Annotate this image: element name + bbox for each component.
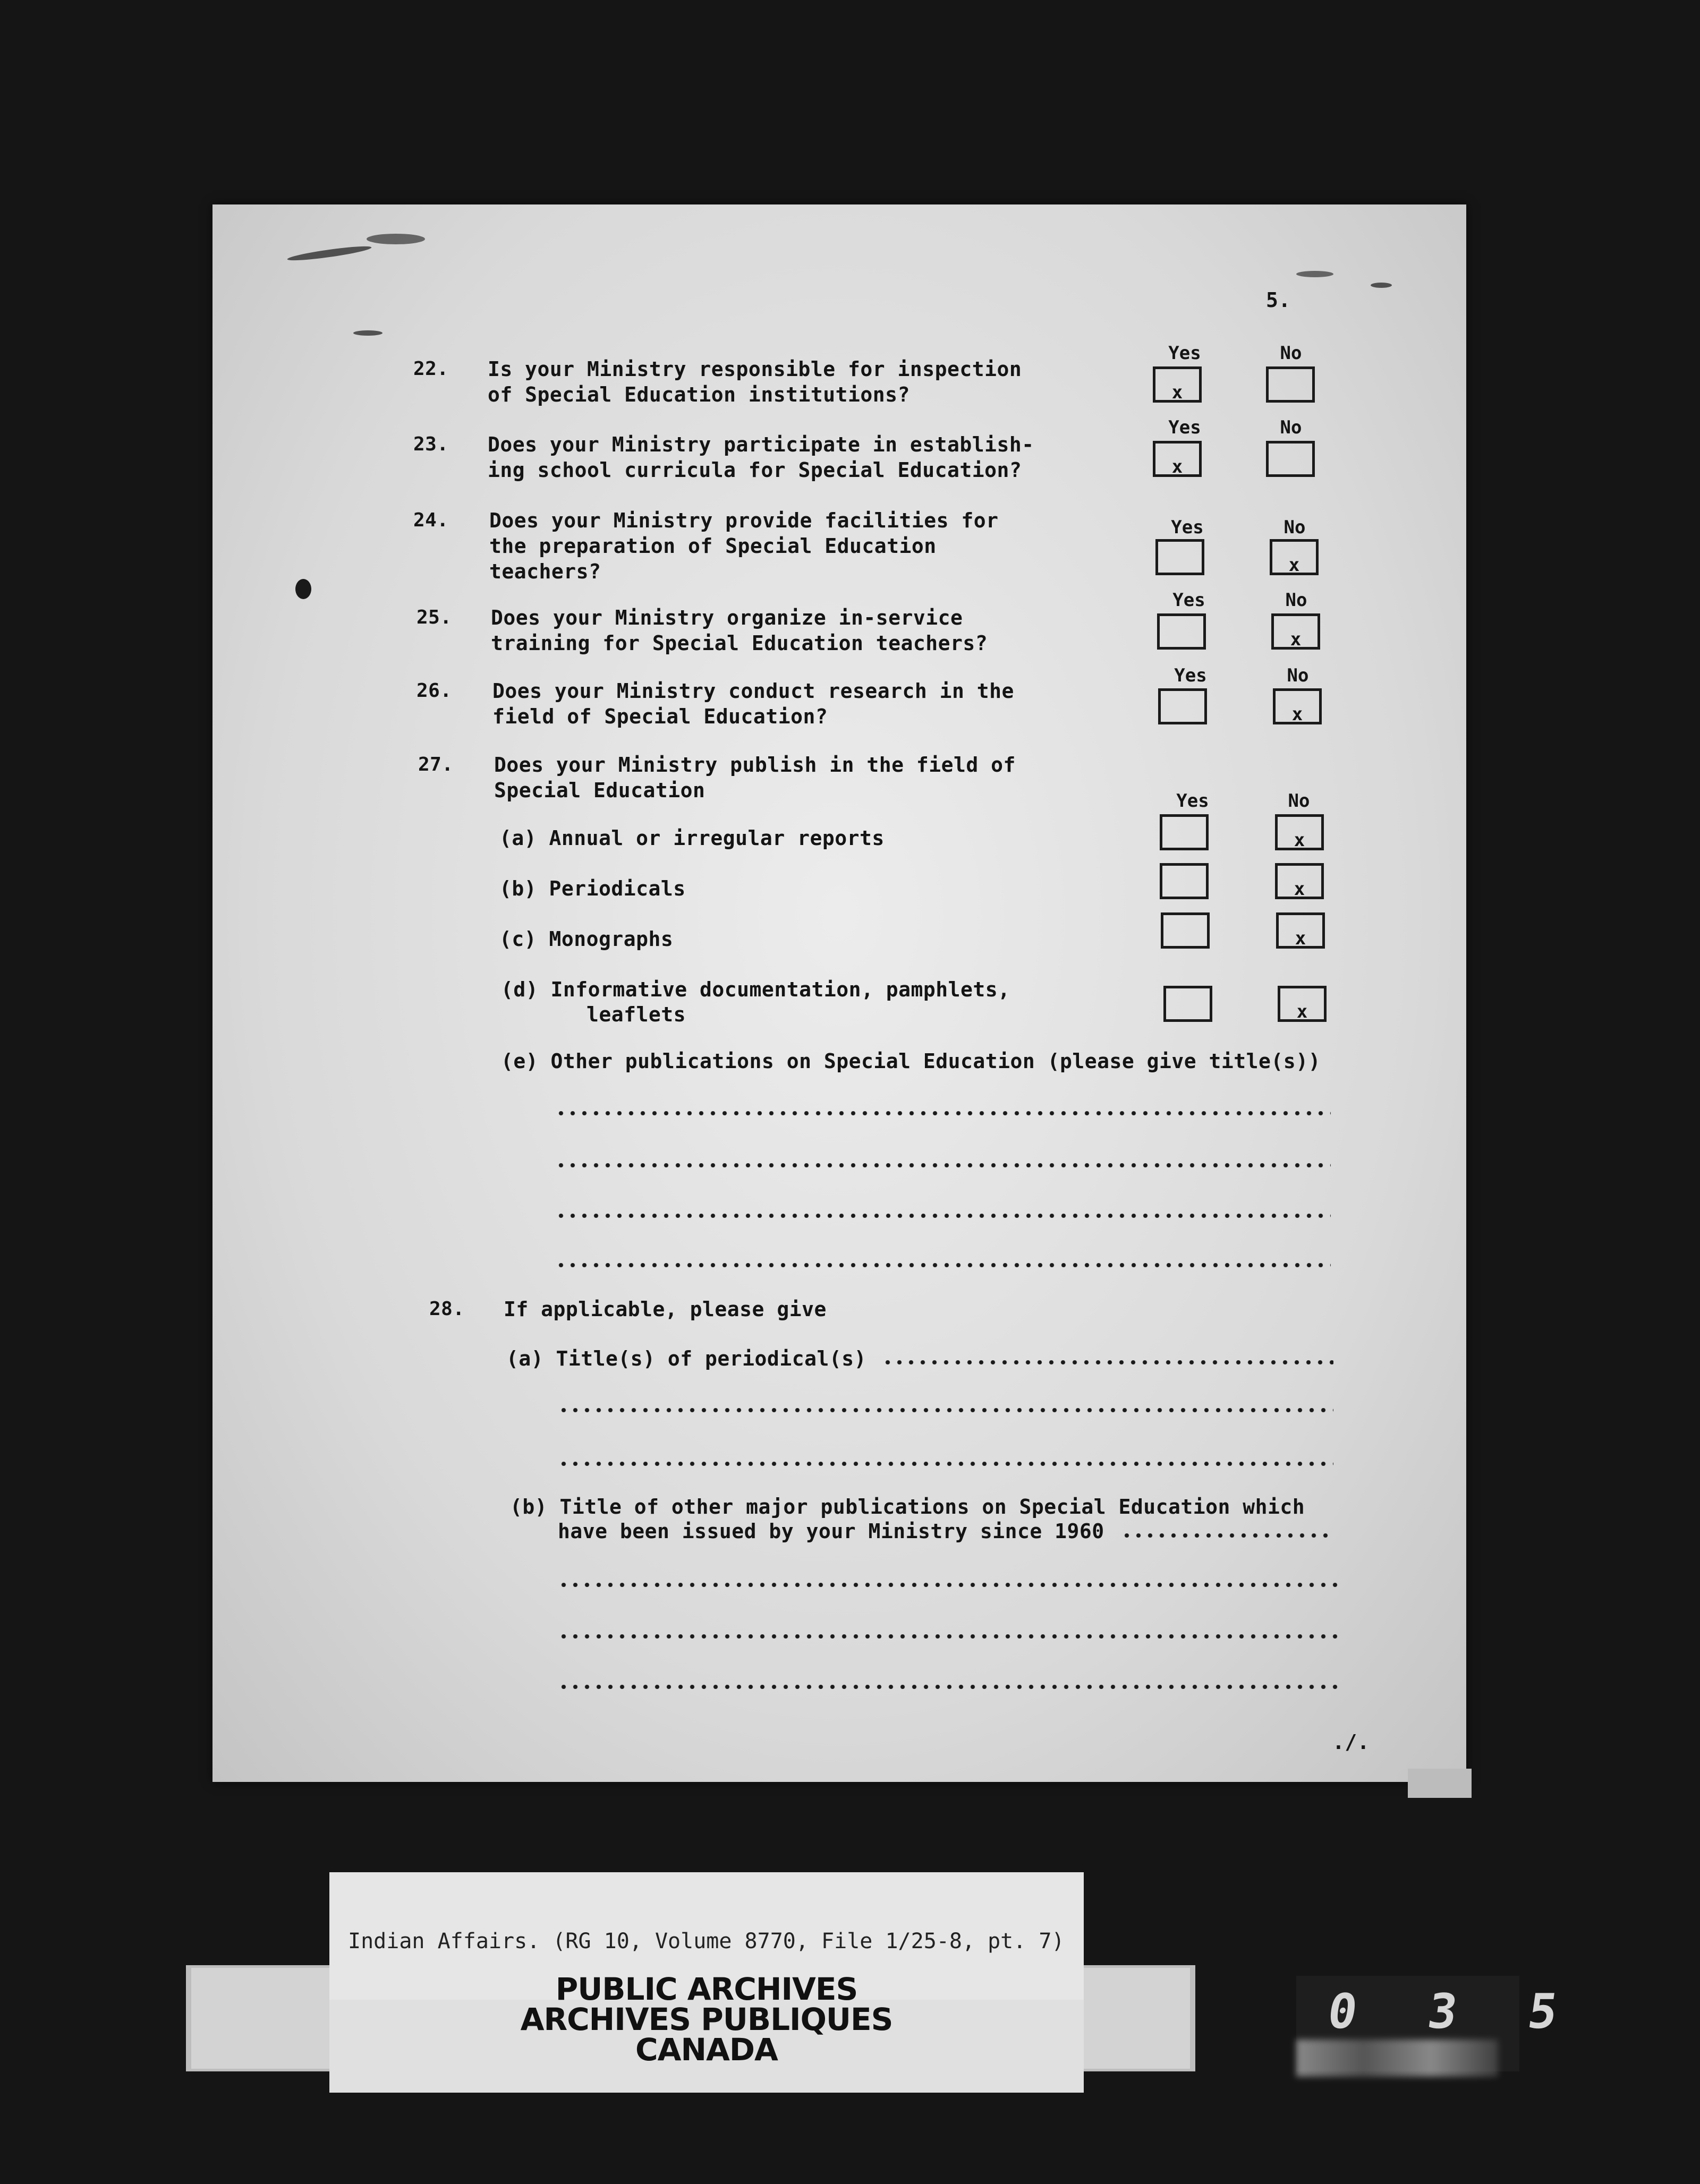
dotted-answer-line (555, 1111, 1331, 1115)
sub-item-text: leaflets (586, 1003, 686, 1026)
no-label: No (1280, 417, 1302, 438)
question-text: training for Special Education teachers? (491, 632, 988, 655)
dotted-answer-line (558, 1408, 1333, 1412)
dotted-answer-line (558, 1634, 1339, 1639)
frame-counter-blur (1296, 2040, 1498, 2077)
question-number: 22. (413, 358, 449, 380)
hole-mark (295, 579, 311, 599)
archive-reference: Indian Affairs. (RG 10, Volume 8770, File 1/25-8, pt. 7) (348, 1929, 1065, 1953)
sub-item-text: (a) Annual or irregular reports (499, 826, 885, 850)
ink-smudge (1296, 271, 1333, 277)
check-mark: x (1171, 456, 1183, 477)
yes-checkbox[interactable] (1158, 688, 1207, 724)
no-checkbox[interactable] (1273, 688, 1322, 724)
yes-checkbox[interactable] (1153, 441, 1202, 477)
yes-checkbox[interactable] (1157, 613, 1206, 650)
question-text: teachers? (489, 560, 601, 583)
yes-checkbox[interactable] (1153, 366, 1202, 403)
sub-item-text: (b) Periodicals (499, 877, 686, 900)
question-text: Does your Ministry participate in establish- (488, 433, 1034, 456)
sub-item-text: (e) Other publications on Special Education (please give title(s)) (501, 1050, 1321, 1073)
yes-checkbox[interactable] (1161, 912, 1210, 949)
check-mark: x (1296, 1001, 1308, 1022)
dotted-answer-line (555, 1263, 1331, 1267)
question-text: ing school curricula for Special Education? (488, 458, 1022, 482)
frame-counter: 0 3 5 (1324, 1984, 1583, 2040)
question-number: 28. (429, 1298, 465, 1320)
check-mark: x (1295, 928, 1306, 949)
no-checkbox[interactable] (1275, 863, 1324, 899)
archive-stamp-line: ARCHIVES PUBLIQUES (520, 2001, 893, 2037)
question-text: Does your Ministry publish in the field of (494, 753, 1016, 777)
yes-checkbox[interactable] (1163, 986, 1212, 1022)
ink-smudge (353, 330, 382, 336)
yes-label: Yes (1168, 343, 1201, 364)
yes-label: Yes (1171, 517, 1204, 538)
page-number: 5. (1266, 288, 1291, 312)
check-mark: x (1288, 554, 1300, 576)
question-text: Does your Ministry provide facilities for (489, 509, 999, 532)
sub-item-text: have been issued by your Ministry since 1960 (558, 1520, 1104, 1543)
sub-item-text: (a) Title(s) of periodical(s) (506, 1347, 866, 1370)
no-label: No (1280, 343, 1302, 364)
sub-item-text: (b) Title of other major publications on Special Education which (510, 1495, 1305, 1518)
check-mark: x (1294, 830, 1305, 851)
question-text: Special Education (494, 779, 706, 802)
no-checkbox[interactable] (1271, 613, 1320, 650)
yes-checkbox[interactable] (1160, 814, 1209, 850)
yes-label: Yes (1176, 790, 1209, 812)
question-text: Does your Ministry organize in-service (491, 606, 963, 629)
no-checkbox[interactable] (1275, 814, 1324, 850)
dotted-answer-line (1121, 1533, 1333, 1538)
archive-stamp-line: CANADA (635, 2032, 778, 2068)
yes-label: Yes (1174, 665, 1207, 686)
question-text: Is your Ministry responsible for inspection (488, 357, 1022, 381)
archive-stamp-line: PUBLIC ARCHIVES (555, 1971, 858, 2007)
dotted-answer-line (558, 1685, 1339, 1689)
no-checkbox[interactable] (1266, 366, 1315, 403)
question-text: If applicable, please give (504, 1298, 827, 1321)
question-text: of Special Education institutions? (488, 383, 910, 406)
check-mark: x (1291, 704, 1303, 725)
question-number: 26. (416, 680, 452, 702)
sub-item-text: (d) Informative documentation, pamphlets, (501, 978, 1010, 1001)
check-mark: x (1171, 382, 1183, 403)
yes-label: Yes (1168, 417, 1201, 438)
no-label: No (1287, 665, 1309, 686)
no-label: No (1285, 590, 1307, 611)
page-edge (1408, 1769, 1472, 1798)
dotted-answer-line (558, 1462, 1333, 1466)
dotted-answer-line (558, 1583, 1339, 1587)
no-checkbox[interactable] (1270, 539, 1319, 575)
no-checkbox[interactable] (1276, 912, 1325, 949)
no-checkbox[interactable] (1266, 441, 1315, 477)
yes-label: Yes (1172, 590, 1205, 611)
question-number: 27. (418, 754, 454, 775)
question-text: Does your Ministry conduct research in the (492, 679, 1014, 703)
ink-smudge (367, 234, 425, 244)
question-number: 24. (413, 509, 449, 531)
yes-checkbox[interactable] (1155, 539, 1204, 575)
continuation-mark: ./. (1332, 1730, 1370, 1754)
no-checkbox[interactable] (1278, 986, 1327, 1022)
sub-item-text: (c) Monographs (499, 927, 674, 951)
dotted-answer-line (555, 1163, 1331, 1167)
question-number: 25. (416, 607, 452, 628)
dotted-answer-line (555, 1214, 1331, 1218)
no-label: No (1284, 517, 1306, 538)
yes-checkbox[interactable] (1160, 863, 1209, 899)
question-number: 23. (413, 433, 449, 455)
question-text: field of Special Education? (492, 705, 828, 728)
no-label: No (1288, 790, 1310, 812)
question-text: the preparation of Special Education (489, 534, 937, 558)
check-mark: x (1290, 629, 1302, 650)
dotted-answer-line (882, 1360, 1333, 1364)
ink-smudge (1371, 283, 1392, 288)
check-mark: x (1294, 878, 1305, 900)
